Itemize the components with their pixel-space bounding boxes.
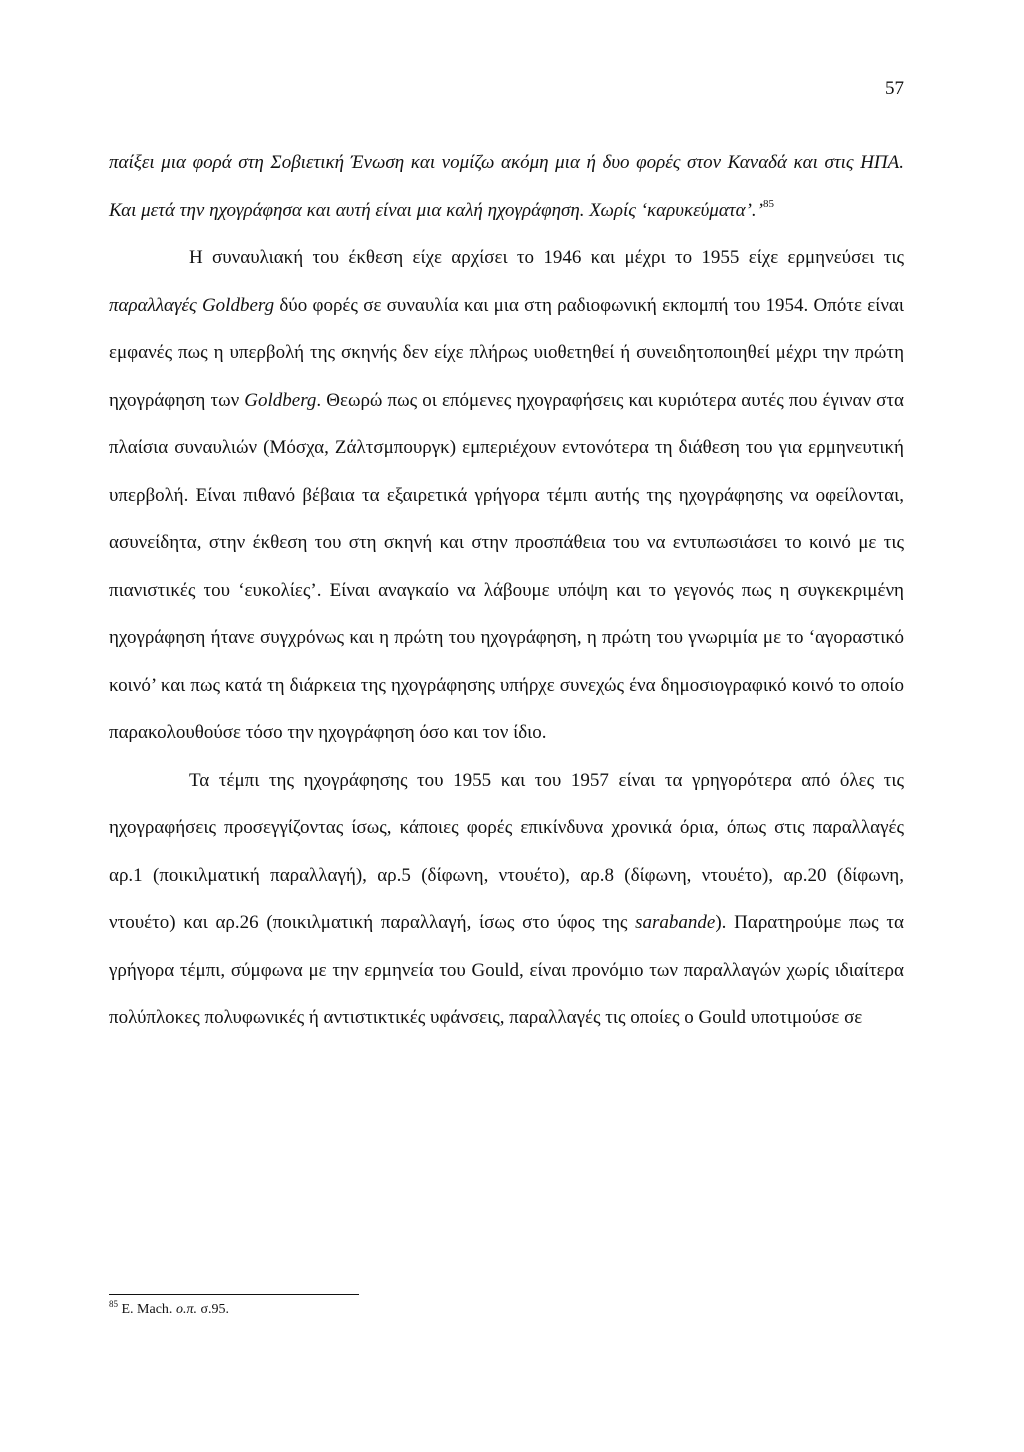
footnote-italic: ο.π. — [175, 1302, 197, 1317]
quote-paragraph — [109, 139, 904, 234]
footnote — [109, 1301, 509, 1319]
footnote-tail: σ.95. — [196, 1302, 229, 1317]
paragraph-2 — [109, 757, 904, 1042]
body-text — [109, 139, 904, 1042]
footnote-text: E. Mach. — [118, 1302, 176, 1317]
footnote-number: 85 — [109, 1299, 118, 1309]
paragraph-1 — [109, 234, 904, 757]
paragraph-2-part-1: Τα τέμπι της ηχογράφησης του 1955 και του 1957 είναι τα γρηγορότερα από όλες τις ηχογραφήσεις προσεγγίζοντας ίσως, κάποιες φορές επικίνδυνα χρονικά όρια, όπως στις παραλλαγές αρ.1 (ποικιλματική παραλλαγή), αρ.5 (δίφωνη, ντουέτο), αρ.8 (δίφωνη, ντουέτο), αρ.20 (δίφωνη, ντουέτο) και αρ.26 (ποικιλματική παραλλαγή, ίσως στο ύφος της — [109, 769, 904, 933]
paragraph-1-italic-2: Goldberg — [244, 389, 317, 411]
footnote-separator — [109, 1294, 359, 1295]
paragraph-2-italic-1: sarabande — [635, 912, 716, 933]
paragraph-2-part-2: ). Παρατηρούμε πως τα γρήγορα τέμπι, σύμφωνα με την ερμηνεία του Gould, είναι προνόμιο των παραλλαγών χωρίς ιδιαίτερα πολύπλοκες πολυφωνικές ή αντιστικτικές υφάνσεις, παραλλαγές τις οποίες ο Gould υποτιμούσε σε — [109, 912, 905, 1028]
paragraph-1-part-1: Η συναυλιακή του έκθεση είχε αρχίσει το 1946 και μέχρι το 1955 είχε ερμηνεύσει τις — [189, 247, 904, 268]
page-number: 57 — [885, 78, 904, 99]
footnote-reference: 85 — [763, 197, 774, 210]
paragraph-1-part-2: δύο φορές σε συναυλία και μια στη ραδιοφωνική εκπομπή του 1954. Οπότε είναι εμφανές πως η υπερβολή της σκηνής δεν είχε πλήρως υιοθετηθεί ή συνειδητοποιηθεί μέχρι την πρώτη ηχογράφηση των — [109, 294, 904, 411]
quote-text: παίξει μια φορά στη Σοβιετική Ένωση και νομίζω ακόμη μια ή δυο φορές στον Καναδά και στις ΗΠΑ. Και μετά την ηχογράφησα και αυτή είναι μια καλή ηχογράφηση. Χωρίς ‘καρυκεύματα’.’ — [109, 152, 904, 221]
paragraph-1-italic-1: παραλλαγές Goldberg — [109, 294, 275, 316]
paragraph-1-part-3: . Θεωρώ πως οι επόμενες ηχογραφήσεις και κυριότερα αυτές που έγιναν στα πλαίσια συναυλιών (Μόσχα, Ζάλτσμπουργκ) εμπεριέχουν εντονότερα τη διάθεση του για ερμηνευτική υπερβολή. Είναι πιθανό βέβαια τα εξαιρετικά γρήγορα τέμπι αυτής της ηχογράφησης να οφείλονται, ασυνείδητα, στην έκθεση του στη σκηνή και στην προσπάθεια του να εντυπωσιάσει το κοινό με τις πιανιστικές του ‘ευκολίες’. Είναι αναγκαίο να λάβουμε υπόψη και το γεγονός πως η συγκεκριμένη ηχογράφηση ήτανε συγχρόνως και η πρώτη του ηχογράφηση, η πρώτη του γνωριμία με το ‘αγοραστικό κοινό’ και πως κατά τη διάρκεια της ηχογράφησης υπήρχε συνεχώς ένα δημοσιογραφικό κοινό το οποίο παρακολουθούσε τόσο την ηχογράφηση όσο και τον ίδιο. — [109, 389, 904, 743]
